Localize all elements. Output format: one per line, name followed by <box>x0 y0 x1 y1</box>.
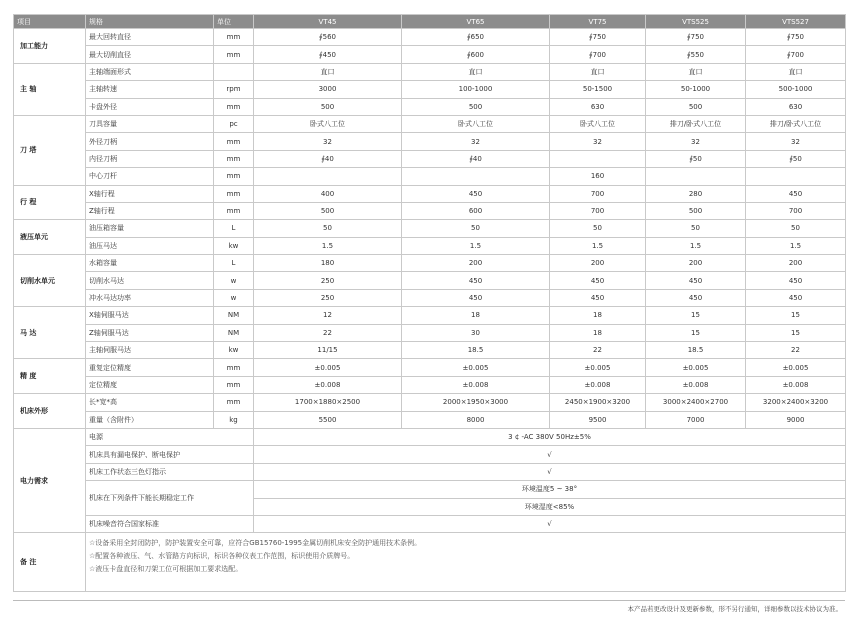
table-row <box>14 428 846 445</box>
spec-value: 200 <box>550 255 646 272</box>
spec-value: 3000 <box>254 81 402 98</box>
spec-unit: NM <box>214 324 254 341</box>
spec-value: 1.5 <box>746 237 846 254</box>
spec-unit: kw <box>214 237 254 254</box>
spec-value: 500-1000 <box>746 81 846 98</box>
spec-value: 100-1000 <box>402 81 550 98</box>
spec-value: 50 <box>254 220 402 237</box>
spec-value: 1.5 <box>550 237 646 254</box>
category-label: 切削水单元 <box>14 255 86 307</box>
table-row <box>14 46 846 63</box>
header-model: VT45 <box>254 15 402 29</box>
spec-value: 200 <box>402 255 550 272</box>
category-label: 行 程 <box>14 185 86 220</box>
spec-value: ∮650 <box>402 29 550 46</box>
header-model: VTS525 <box>646 15 746 29</box>
remarks-row <box>14 533 846 592</box>
spec-unit: rpm <box>214 81 254 98</box>
spec-value: 7000 <box>646 411 746 428</box>
spec-value: 500 <box>402 98 550 115</box>
spec-value: 排刀/卧式八工位 <box>746 115 846 132</box>
spec-value: 12 <box>254 307 402 324</box>
spec-value: 32 <box>550 133 646 150</box>
spec-unit: kw <box>214 342 254 359</box>
spec-value: 18 <box>402 307 550 324</box>
spec-value: 500 <box>646 202 746 219</box>
spec-value: 50 <box>646 220 746 237</box>
spec-value: 600 <box>402 202 550 219</box>
table-row <box>14 272 846 289</box>
spec-name: 主轴伺服马达 <box>86 342 214 359</box>
spec-value: √ <box>254 446 846 463</box>
spec-value: ±0.008 <box>746 376 846 393</box>
spec-name: 最大切削直径 <box>86 46 214 63</box>
spec-name: 长*宽*高 <box>86 394 214 411</box>
table-row <box>14 185 846 202</box>
spec-unit: mm <box>214 133 254 150</box>
spec-unit: mm <box>214 202 254 219</box>
spec-value: 50-1500 <box>550 81 646 98</box>
spec-value: 直口 <box>646 63 746 80</box>
spec-value: √ <box>254 463 846 480</box>
spec-unit: pc <box>214 115 254 132</box>
spec-value: ±0.008 <box>646 376 746 393</box>
spec-value: 32 <box>646 133 746 150</box>
table-row <box>14 81 846 98</box>
spec-name: Z轴伺服马达 <box>86 324 214 341</box>
category-label: 备 注 <box>14 533 86 592</box>
spec-unit: mm <box>214 185 254 202</box>
spec-value: 450 <box>746 272 846 289</box>
spec-value: 15 <box>746 307 846 324</box>
footer-note: 本产品若更改设计及更新参数，形不另行通知，详细参数以技术协议为准。 <box>627 605 842 613</box>
spec-value <box>402 168 550 185</box>
spec-name: 机床在下列条件下能长期稳定工作 <box>86 481 254 516</box>
header-model: VT75 <box>550 15 646 29</box>
spec-value: ∮450 <box>254 46 402 63</box>
spec-name: 机床工作状态三色灯指示 <box>86 463 254 480</box>
header-spec: 规格 <box>86 15 214 29</box>
spec-value: 630 <box>746 98 846 115</box>
spec-value: 18 <box>550 324 646 341</box>
spec-value: ∮550 <box>646 46 746 63</box>
spec-value: ∮40 <box>254 150 402 167</box>
spec-value: ±0.005 <box>746 359 846 376</box>
spec-value: ∮50 <box>646 150 746 167</box>
header-model: VT65 <box>402 15 550 29</box>
spec-value: 22 <box>746 342 846 359</box>
spec-value: ±0.008 <box>550 376 646 393</box>
spec-value: 18.5 <box>402 342 550 359</box>
spec-name: 外径刀柄 <box>86 133 214 150</box>
table-row <box>14 202 846 219</box>
spec-value: 50-1000 <box>646 81 746 98</box>
spec-value: 1700×1880×2500 <box>254 394 402 411</box>
table-row <box>14 98 846 115</box>
spec-value: ±0.008 <box>402 376 550 393</box>
spec-value: 180 <box>254 255 402 272</box>
spec-value: 450 <box>402 185 550 202</box>
header-item: 项目 <box>14 15 86 29</box>
spec-value: 450 <box>550 289 646 306</box>
spec-unit: mm <box>214 168 254 185</box>
spec-unit: mm <box>214 98 254 115</box>
spec-value: 160 <box>550 168 646 185</box>
spec-value: 1.5 <box>402 237 550 254</box>
spec-value: 500 <box>646 98 746 115</box>
spec-value: 450 <box>402 289 550 306</box>
spec-value: ±0.008 <box>254 376 402 393</box>
table-row <box>14 63 846 80</box>
spec-name: 卡盘外径 <box>86 98 214 115</box>
spec-value: 15 <box>646 324 746 341</box>
spec-value: 1.5 <box>646 237 746 254</box>
spec-value: 8000 <box>402 411 550 428</box>
spec-value: 22 <box>550 342 646 359</box>
spec-value: 50 <box>402 220 550 237</box>
spec-unit: mm <box>214 359 254 376</box>
spec-value: 250 <box>254 289 402 306</box>
spec-value: 排刀/卧式八工位 <box>646 115 746 132</box>
table-row <box>14 394 846 411</box>
category-label: 电力需求 <box>14 428 86 532</box>
spec-unit: w <box>214 272 254 289</box>
spec-unit: mm <box>214 150 254 167</box>
spec-value: 280 <box>646 185 746 202</box>
category-label: 机床外形 <box>14 394 86 429</box>
spec-value: 卧式八工位 <box>550 115 646 132</box>
spec-value: 50 <box>746 220 846 237</box>
table-row <box>14 220 846 237</box>
table-row <box>14 133 846 150</box>
spec-value: 9000 <box>746 411 846 428</box>
spec-unit: w <box>214 289 254 306</box>
spec-value: ∮700 <box>550 46 646 63</box>
bottom-rule <box>13 600 845 601</box>
spec-value: 2450×1900×3200 <box>550 394 646 411</box>
category-label: 液压单元 <box>14 220 86 255</box>
table-row <box>14 255 846 272</box>
spec-name: 重复定位精度 <box>86 359 214 376</box>
spec-name: 机床噪音符合国家标准 <box>86 515 254 532</box>
remark-line: ☆液压卡盘直径和刀架工位可根据加工要求选配。 <box>89 565 243 574</box>
spec-unit <box>214 63 254 80</box>
spec-name: 重量（含附件） <box>86 411 214 428</box>
spec-value: ±0.005 <box>550 359 646 376</box>
spec-value: 环境温度5 ~ 38° <box>254 481 846 498</box>
spec-value: ±0.005 <box>646 359 746 376</box>
spec-value: 32 <box>402 133 550 150</box>
spec-value: 11/15 <box>254 342 402 359</box>
spec-value: ±0.005 <box>254 359 402 376</box>
spec-name: 电源 <box>86 428 254 445</box>
spec-value: 30 <box>402 324 550 341</box>
spec-name: 内径刀柄 <box>86 150 214 167</box>
remark-line: ☆设备采用全封闭防护，防护装置安全可靠，应符合GB15760-1995金属切削机床安全防护通用技术条例。 <box>89 539 422 548</box>
spec-value: √ <box>254 515 846 532</box>
spec-value: 直口 <box>402 63 550 80</box>
table-row <box>14 411 846 428</box>
spec-value: ∮50 <box>746 150 846 167</box>
spec-name: 最大回转直径 <box>86 29 214 46</box>
table-row <box>14 168 846 185</box>
remarks-text <box>86 533 846 592</box>
spec-value: ∮560 <box>254 29 402 46</box>
spec-value: ∮750 <box>746 29 846 46</box>
spec-value: 2000×1950×3000 <box>402 394 550 411</box>
table-row <box>14 359 846 376</box>
spec-name: 主轴端面形式 <box>86 63 214 80</box>
table-row <box>14 481 846 498</box>
table-row <box>14 289 846 306</box>
spec-value: 450 <box>402 272 550 289</box>
spec-value: 500 <box>254 202 402 219</box>
spec-value: 3 ¢ -AC 380V 50Hz±5% <box>254 428 846 445</box>
spec-value: 5500 <box>254 411 402 428</box>
spec-unit: mm <box>214 29 254 46</box>
spec-value <box>550 150 646 167</box>
table-row <box>14 324 846 341</box>
category-label: 刀 塔 <box>14 115 86 185</box>
table-row <box>14 115 846 132</box>
table-row <box>14 376 846 393</box>
spec-value: ∮40 <box>402 150 550 167</box>
spec-value: ±0.005 <box>402 359 550 376</box>
spec-value: 22 <box>254 324 402 341</box>
spec-value: 1.5 <box>254 237 402 254</box>
header-unit: 单位 <box>214 15 254 29</box>
spec-value: 400 <box>254 185 402 202</box>
spec-value: 直口 <box>746 63 846 80</box>
spec-value: 3200×2400×3200 <box>746 394 846 411</box>
spec-value: 450 <box>746 185 846 202</box>
spec-name: 刀具容量 <box>86 115 214 132</box>
header-row <box>14 15 846 29</box>
spec-unit: L <box>214 220 254 237</box>
spec-value <box>746 168 846 185</box>
spec-value: 700 <box>550 202 646 219</box>
spec-value: 700 <box>746 202 846 219</box>
spec-value <box>646 168 746 185</box>
spec-value: 250 <box>254 272 402 289</box>
spec-value: 卧式八工位 <box>254 115 402 132</box>
spec-name: 定位精度 <box>86 376 214 393</box>
category-label: 加工能力 <box>14 29 86 64</box>
table-row <box>14 463 846 480</box>
spec-table <box>13 14 846 592</box>
category-label: 主 轴 <box>14 63 86 115</box>
spec-name: 水箱容量 <box>86 255 214 272</box>
spec-name: 中心刀杆 <box>86 168 214 185</box>
header-model: VTS527 <box>746 15 846 29</box>
spec-value: 32 <box>254 133 402 150</box>
spec-value: 32 <box>746 133 846 150</box>
table-row <box>14 342 846 359</box>
spec-unit: L <box>214 255 254 272</box>
spec-value: 450 <box>746 289 846 306</box>
table-row <box>14 515 846 532</box>
spec-value: 450 <box>646 289 746 306</box>
spec-value: 450 <box>550 272 646 289</box>
spec-value: 630 <box>550 98 646 115</box>
spec-value: 200 <box>646 255 746 272</box>
spec-name: Z轴行程 <box>86 202 214 219</box>
spec-value: 500 <box>254 98 402 115</box>
table-row <box>14 446 846 463</box>
spec-value: 卧式八工位 <box>402 115 550 132</box>
table-row <box>14 237 846 254</box>
spec-value: 700 <box>550 185 646 202</box>
spec-name: 切削水马达 <box>86 272 214 289</box>
spec-unit: NM <box>214 307 254 324</box>
spec-value: ∮750 <box>550 29 646 46</box>
category-label: 马 达 <box>14 307 86 359</box>
spec-name: X轴伺服马达 <box>86 307 214 324</box>
spec-name: 主轴转速 <box>86 81 214 98</box>
table-row <box>14 29 846 46</box>
spec-value: 直口 <box>550 63 646 80</box>
spec-value: ∮600 <box>402 46 550 63</box>
table-row <box>14 307 846 324</box>
spec-value: ∮700 <box>746 46 846 63</box>
spec-value: 15 <box>646 307 746 324</box>
spec-value: ∮750 <box>646 29 746 46</box>
spec-value: 200 <box>746 255 846 272</box>
spec-unit: mm <box>214 376 254 393</box>
spec-value: 15 <box>746 324 846 341</box>
spec-value: 50 <box>550 220 646 237</box>
spec-unit: mm <box>214 394 254 411</box>
spec-value: 18 <box>550 307 646 324</box>
spec-value: 环境湿度<85% <box>254 498 846 515</box>
table-row <box>14 150 846 167</box>
spec-name: 机床具有漏电保护、断电保护 <box>86 446 254 463</box>
category-label: 精 度 <box>14 359 86 394</box>
spec-name: 油压箱容量 <box>86 220 214 237</box>
spec-value: 3000×2400×2700 <box>646 394 746 411</box>
spec-name: 油压马达 <box>86 237 214 254</box>
spec-value <box>254 168 402 185</box>
spec-value: 18.5 <box>646 342 746 359</box>
spec-unit: kg <box>214 411 254 428</box>
remark-line: ☆配置各种液压、气、水管路方向标识，标识各种仪表工作范围，标识使用介质牌号。 <box>89 552 355 561</box>
spec-name: 冲水马达功率 <box>86 289 214 306</box>
spec-value: 450 <box>646 272 746 289</box>
spec-name: X轴行程 <box>86 185 214 202</box>
spec-value: 9500 <box>550 411 646 428</box>
spec-value: 直口 <box>254 63 402 80</box>
spec-unit: mm <box>214 46 254 63</box>
